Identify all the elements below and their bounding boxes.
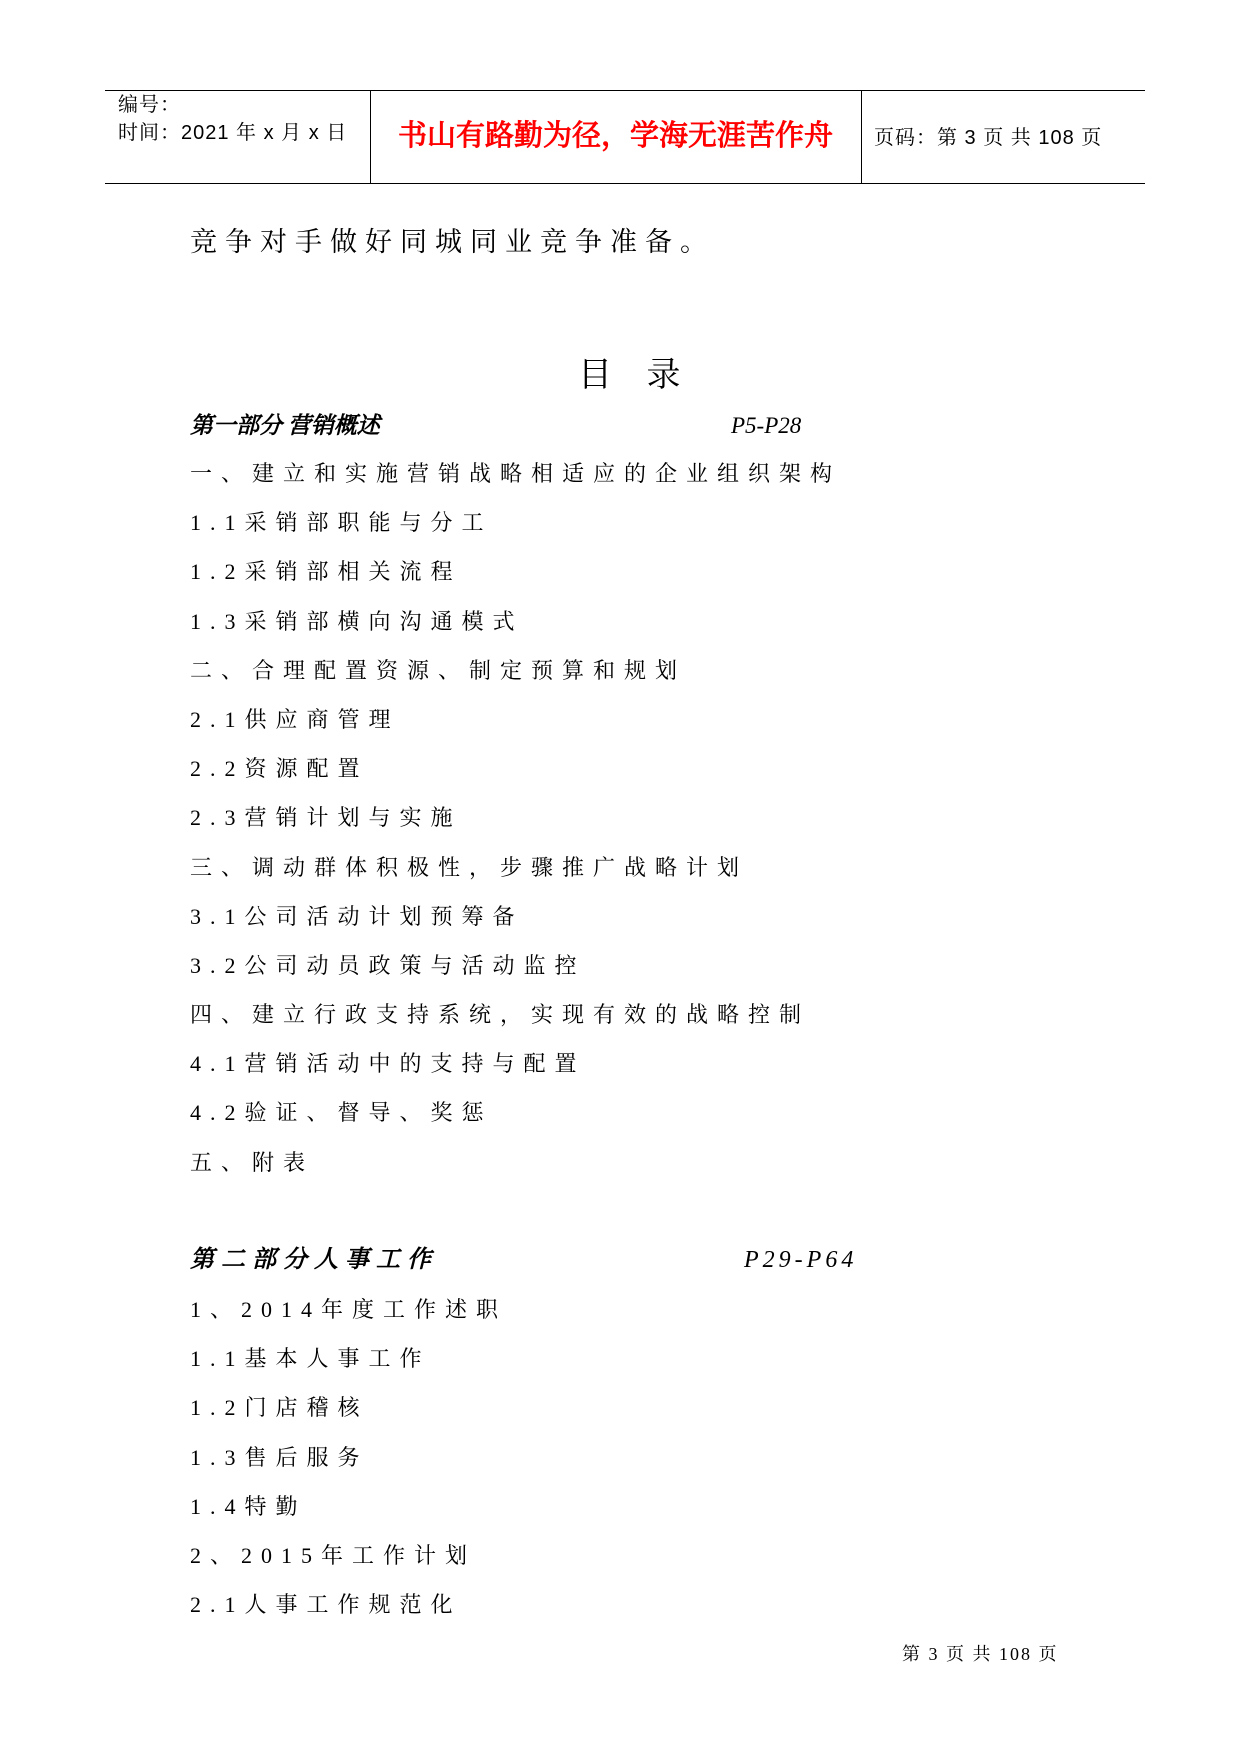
page-footer: 第 3 页 共 108 页 [902, 1644, 1059, 1664]
toc-item: 2.1供应商管理 [190, 706, 400, 732]
toc-item: 2.2资源配置 [190, 756, 369, 782]
header-number-label: 编号： [118, 94, 181, 116]
toc-item: 1.2门店稽核 [190, 1395, 369, 1421]
toc-item: 1.4特勤 [190, 1493, 307, 1519]
toc-item: 1.3售后服务 [190, 1444, 369, 1470]
toc-item: 1、2014年度工作述职 [190, 1297, 508, 1322]
header-bottom-rule [105, 183, 1145, 184]
toc-item: 2.3营销计划与实施 [190, 805, 462, 831]
header-top-rule [105, 90, 1145, 91]
toc-item: 五、附表 [190, 1149, 315, 1175]
toc-item: 4.1营销活动中的支持与配置 [190, 1051, 586, 1077]
header-divider-right [861, 90, 862, 183]
toc-item: 1.3采销部横向沟通模式 [190, 608, 524, 634]
intro-paragraph: 竞争对手做好同城同业竞争准备。 [190, 227, 715, 257]
section-2-pages: P29-P64 [744, 1247, 858, 1273]
toc-item: 4.2验证、督导、奖惩 [190, 1100, 493, 1126]
toc-item: 2.1人事工作规范化 [190, 1592, 462, 1618]
toc-item: 二、合理配置资源、制定预算和规划 [190, 657, 687, 683]
section-2-title: 第二部分人事工作 [190, 1247, 438, 1273]
toc-item: 1.2采销部相关流程 [190, 559, 462, 585]
toc-item: 3.1公司活动计划预筹备 [190, 903, 524, 929]
section-1-pages: P5-P28 [731, 413, 802, 438]
header-page-info: 页码：第 3 页 共 108 页 [874, 127, 1103, 149]
section-1-toc-list [190, 449, 841, 1187]
header-motto: 书山有路勤为径，学海无涯苦作舟 [397, 120, 833, 152]
toc-item: 1.1基本人事工作 [190, 1346, 431, 1372]
section-2-toc-list [190, 1285, 507, 1629]
toc-item: 四、建立行政支持系统，实现有效的战略控制 [190, 1002, 811, 1028]
toc-title: 目 录 [578, 357, 694, 394]
header-time-label: 时间：2021 年 x 月 x 日 [118, 122, 348, 144]
section-1-title: 第一部分 营销概述 [190, 413, 380, 438]
toc-item: 1.1采销部职能与分工 [190, 510, 493, 536]
toc-item: 一、建立和实施营销战略相适应的企业组织架构 [190, 461, 842, 486]
toc-item: 3.2公司动员政策与活动监控 [190, 952, 586, 978]
toc-item: 三、调动群体积极性，步骤推广战略计划 [190, 854, 749, 880]
toc-item: 2、2015年工作计划 [190, 1542, 477, 1568]
